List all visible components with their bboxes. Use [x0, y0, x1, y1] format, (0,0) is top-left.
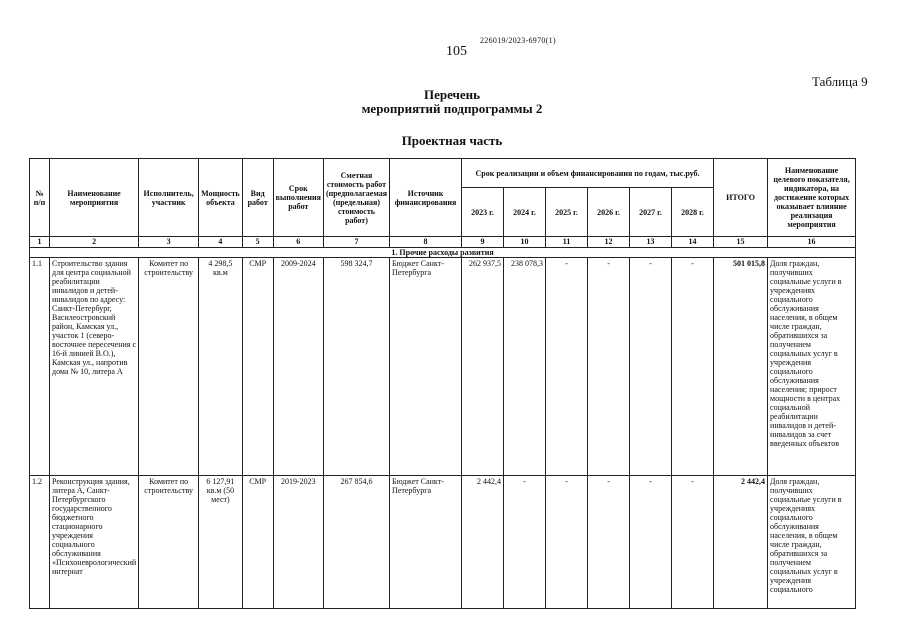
- column-number: 1: [30, 237, 50, 248]
- row-indicator: Доля граждан, получивших социальные услуги в учреждениях социального обслуживания населения, в общем числе граждан, обратившихся за получением социальных услуг в учреждения социального обслуживания населения; прирост мощности в центрах социальной реабилитации инвалидов и детей-инвалидов за счет введенных объектов: [768, 258, 856, 476]
- column-number: 12: [588, 237, 630, 248]
- row-2023: 2 442,4: [462, 476, 504, 609]
- column-number: 13: [630, 237, 672, 248]
- row-cost: 267 854,6: [323, 476, 389, 609]
- row-2028: -: [672, 258, 714, 476]
- header-name: Наименование мероприятия: [50, 159, 139, 237]
- row-total: 501 015,8: [714, 258, 768, 476]
- row-period: 2009-2024: [273, 258, 323, 476]
- header-year-2024: 2024 г.: [504, 188, 546, 237]
- header-year-2027: 2027 г.: [630, 188, 672, 237]
- header-total: ИТОГО: [714, 159, 768, 237]
- row-2024: 238 078,3: [504, 258, 546, 476]
- row-executor: Комитет по строительству: [139, 258, 199, 476]
- header-executor: Исполнитель, участник: [139, 159, 199, 237]
- row-capacity: 4 298,5 кв.м: [199, 258, 243, 476]
- column-number: 9: [462, 237, 504, 248]
- row-source: Бюджет Санкт-Петербурга: [390, 258, 462, 476]
- activities-table: [29, 158, 856, 609]
- header-period: Срок выполнения работ: [273, 159, 323, 237]
- column-number: 4: [199, 237, 243, 248]
- column-number: 3: [139, 237, 199, 248]
- document-number: 226019/2023-6970(1): [480, 36, 556, 45]
- column-number: 6: [273, 237, 323, 248]
- header-year-2025: 2025 г.: [546, 188, 588, 237]
- column-number: 15: [714, 237, 768, 248]
- row-total: 2 442,4: [714, 476, 768, 609]
- header-year-2028: 2028 г.: [672, 188, 714, 237]
- header-year-2023: 2023 г.: [462, 188, 504, 237]
- row-executor: Комитет по строительству: [139, 476, 199, 609]
- row-2023: 262 937,5: [462, 258, 504, 476]
- row-capacity: 6 127,91 кв.м (50 мест): [199, 476, 243, 609]
- row-cost: 598 324,7: [323, 258, 389, 476]
- table-row: [30, 258, 856, 476]
- page-subtitle: Проектная часть: [401, 133, 503, 148]
- page-title-line2: мероприятий подпрограммы 2: [361, 101, 543, 116]
- header-indicator: Наименование целевого показателя, индикатора, на достижение которых оказывает влияние реализация мероприятия: [768, 159, 856, 237]
- row-work-type: СМР: [242, 476, 273, 609]
- row-period: 2019-2023: [273, 476, 323, 609]
- row-work-type: СМР: [242, 258, 273, 476]
- header-num: № п/п: [30, 159, 50, 237]
- row-2026: -: [588, 476, 630, 609]
- section-title: 1. Прочие расходы развития: [30, 248, 856, 258]
- column-number: 7: [323, 237, 389, 248]
- page-number: 105: [446, 44, 467, 59]
- header-year-2026: 2026 г.: [588, 188, 630, 237]
- column-number: 10: [504, 237, 546, 248]
- column-number: 14: [672, 237, 714, 248]
- table-label: Таблица 9: [812, 74, 868, 89]
- row-num: 1.2: [30, 476, 50, 609]
- row-2026: -: [588, 258, 630, 476]
- row-2028: -: [672, 476, 714, 609]
- column-number: 8: [390, 237, 462, 248]
- column-number: 5: [242, 237, 273, 248]
- row-name: Строительство здания для центра социальной реабилитации инвалидов и детей-инвалидов по адресу: Санкт-Петербург, Василеостровский район, Камская ул., участок 1 (северо-восточнее пересечения с 16-й линией В.О.), Камская ул., напротив дома № 10, литера А: [50, 258, 139, 476]
- row-num: 1.1: [30, 258, 50, 476]
- table-row: [30, 476, 856, 609]
- header-cost: Сметная стоимость работ (предполагаемая (предельная) стоимость работ): [323, 159, 389, 237]
- row-2027: -: [630, 258, 672, 476]
- row-source: Бюджет Санкт-Петербурга: [390, 476, 462, 609]
- row-name: Реконструкция здания, литера А, Санкт-Петербургского государственного бюджетного стационарного учреждения социального обслуживания «Психоневрологический интернат: [50, 476, 139, 609]
- header-capacity: Мощность объекта: [199, 159, 243, 237]
- header-funding-group: Срок реализации и объем финансирования по годам, тыс.руб.: [462, 159, 714, 188]
- row-2025: -: [546, 476, 588, 609]
- header-source: Источник финансирования: [390, 159, 462, 237]
- column-number: 2: [50, 237, 139, 248]
- row-2027: -: [630, 476, 672, 609]
- row-2025: -: [546, 258, 588, 476]
- header-work-type: Вид работ: [242, 159, 273, 237]
- column-number: 11: [546, 237, 588, 248]
- row-indicator: Доля граждан, получивших социальные услуги в учреждениях социального обслуживания населения, в общем числе граждан, обратившихся за получением социальных услуг в учреждения социального: [768, 476, 856, 609]
- column-number: 16: [768, 237, 856, 248]
- row-2024: -: [504, 476, 546, 609]
- page-title: Перечень: [423, 87, 481, 102]
